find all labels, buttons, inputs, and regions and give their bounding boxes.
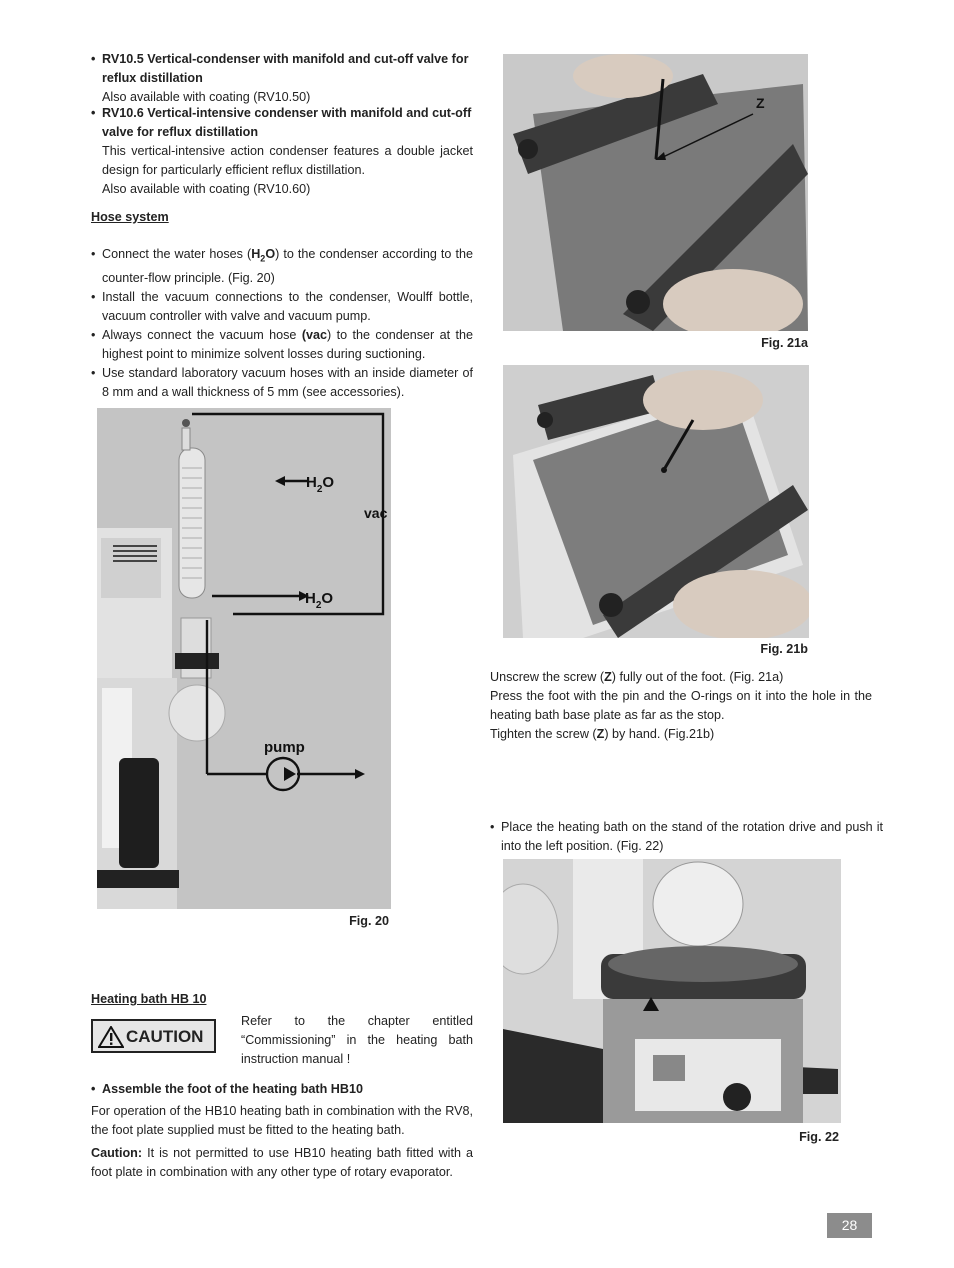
fig20-image — [97, 408, 391, 909]
fig20-caption: Fig. 20 — [349, 914, 389, 928]
page-number: 28 — [827, 1213, 872, 1238]
rv106-block — [91, 104, 473, 199]
hb10-operation-paragraph: For operation of the HB10 heating bath in combination with the RV8, the foot plate supplied must be fitted to the heating bath. — [91, 1104, 473, 1137]
rv105-block — [91, 50, 473, 107]
warning-triangle-icon — [98, 1026, 124, 1048]
rv106-note: Also available with coating (RV10.60) — [102, 182, 311, 196]
fig21a-label-z: Z — [756, 95, 765, 111]
unscrew-line: Unscrew the screw (Z) fully out of the foot. (Fig. 21a) — [490, 670, 784, 684]
caution-text: Refer to the chapter entitled “Commissioning” in the heating bath instruction manual ! — [241, 1014, 473, 1066]
place-bath-bullet: • Place the heating bath on the stand of the rotation drive and push it into the left position. (Fig. 22) — [490, 818, 883, 856]
fig20-label-vac: vac — [364, 505, 388, 521]
fig21a-caption: Fig. 21a — [761, 336, 808, 350]
hb10-caution-paragraph: Caution: It is not permitted to use HB10 heating bath fitted with a foot plate in combination with any other type of rotary evaporator. — [91, 1146, 473, 1179]
fig20-label-h2o-top: $H_2O$ — [306, 474, 335, 495]
hose-list — [91, 245, 473, 402]
hose-item-standard-hoses: • Use standard laboratory vacuum hoses with an inside diameter of 8 mm and a wall thickness of 5 mm (see accessories). — [91, 364, 473, 402]
rv106-desc: This vertical-intensive action condenser features a double jacket design for particularly efficient reflux distillation. — [102, 144, 473, 177]
fig22-image — [503, 859, 841, 1123]
hose-item-vac-hose: • Always connect the vacuum hose (vac) to the condenser at the highest point to minimize solvent losses during suctioning. — [91, 326, 473, 364]
foot-instructions — [490, 668, 872, 744]
hose-system-heading: Hose system — [91, 210, 169, 224]
hose-item-vacuum: • Install the vacuum connections to the condenser, Woulff bottle, vacuum controller with valve and vacuum pump. — [91, 288, 473, 326]
heating-bath-heading: Heating bath HB 10 — [91, 992, 207, 1006]
fig21b-image — [503, 365, 809, 638]
hose-item-water: • Connect the water hoses $(H_2O)$ to the condenser according to the counter-flow principle. (Fig. 20) — [91, 245, 473, 288]
rv105-title: • RV10.5 Vertical-condenser with manifold and cut-off valve for reflux distillation — [91, 50, 473, 88]
fig21a-image — [503, 54, 808, 331]
fig22-caption: Fig. 22 — [799, 1130, 839, 1144]
tighten-line: Tighten the screw (Z) by hand. (Fig.21b) — [490, 727, 715, 741]
assemble-foot-bullet: • Assemble the foot of the heating bath HB10 — [91, 1080, 484, 1099]
caution-box — [91, 1019, 216, 1053]
rv105-note: Also available with coating (RV10.50) — [102, 90, 311, 104]
rv106-title: • RV10.6 Vertical-intensive condenser with manifold and cut-off valve for reflux distillation — [91, 104, 473, 142]
fig20-label-h2o-bottom: $H_2O$ — [305, 590, 334, 611]
fig21b-caption: Fig. 21b — [760, 642, 808, 656]
caution-label: CAUTION — [126, 1027, 204, 1046]
fig20-label-pump: pump — [264, 739, 305, 756]
fig20-diagram — [97, 408, 391, 909]
press-foot-line: Press the foot with the pin and the O-rings on it into the hole in the heating bath base plate as far as the stop. — [490, 689, 872, 722]
